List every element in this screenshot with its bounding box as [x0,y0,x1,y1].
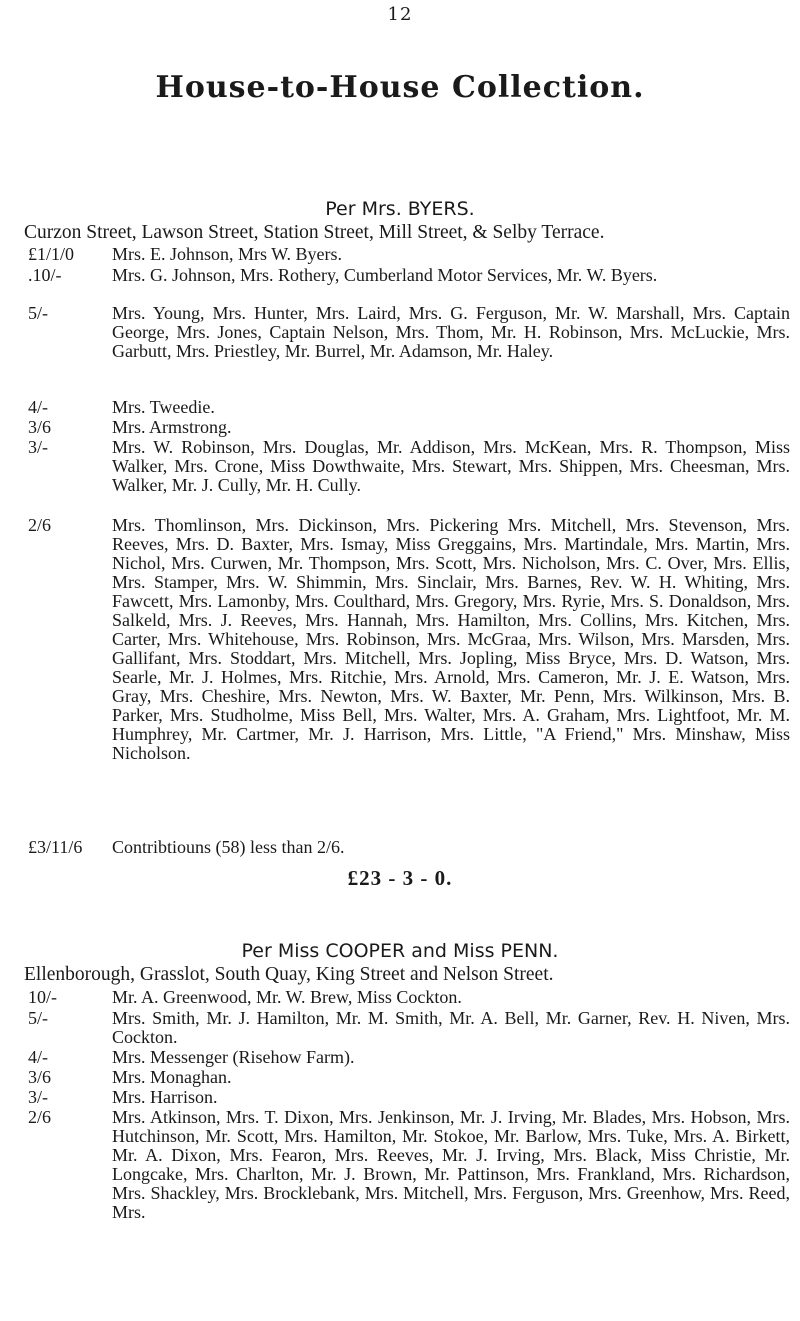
contributor-names: Mrs. E. Johnson, Mrs W. Byers. [112,244,343,264]
amount: 2/6 [28,515,52,535]
amount: 3/6 [28,1067,52,1087]
amount: 3/6 [28,417,52,437]
amount: 10/- [28,987,57,1007]
amount: 5/- [28,303,48,323]
page-title: House-to-House Collection. [155,70,645,105]
section-heading: Per Miss COOPER and Miss PENN. [241,940,559,962]
contributor-names: Mrs. Atkinson, Mrs. T. Dixon, Mrs. Jenkinson, Mr. J. Irving, Mr. Blades, Mrs. Hobson, Mrs. Hutchinson, Mr. Scott, Mrs. Hamilton, Mr. Stokoe, Mr. Barlow, Mrs. Tuke, Mrs. A. Birkett, Mr. A. Dixon, Mrs. Fearon, Mrs. Reeves, Mr. J. Irving, Mrs. Black, Miss Christie, Mr. Longcake, Mrs. Charlton, Mr. J. Brown, Mr. Pattinson, Mrs. Frankland, Mrs. Richardson, Mrs. Shackley, Mrs. Brocklebank, Mrs. Mitchell, Mrs. Ferguson, Mrs. Greenhow, Mrs. Reed, Mrs. [112,1107,790,1222]
streets-line: Curzon Street, Lawson Street, Station Street, Mill Street, & Selby Terrace. [24,222,605,243]
amount: 4/- [28,397,48,417]
amount: 2/6 [28,1107,52,1127]
contributor-names: Mrs. W. Robinson, Mrs. Douglas, Mr. Addison, Mrs. McKean, Mrs. R. Thompson, Miss Walker, Mrs. Crone, Miss Dowthwaite, Mrs. Stewart, Mrs. Shippen, Mrs. Cheesman, Mrs. Walker, Mr. J. Cully, Mr. H. Cully. [112,437,790,495]
contributor-names: Mrs. Thomlinson, Mrs. Dickinson, Mrs. Pickering Mrs. Mitchell, Mrs. Stevenson, Mrs. Reeves, Mrs. D. Baxter, Mrs. Ismay, Miss Greggains, Mrs. Martindale, Mrs. Martin, Mrs. Nichol, Mrs. Curwen, Mr. Thompson, Mrs. Scott, Mrs. Nicholson, Mrs. C. Over, Mrs. Ellis, Mrs. Stamper, Mrs. W. Shimmin, Mrs. Sinclair, Mrs. Barnes, Rev. W. H. Whiting, Mrs. Fawcett, Mrs. Lamonby, Mrs. Coulthard, Mrs. Gregory, Mrs. Ryrie, Mrs. S. Donaldson, Mrs. Salkeld, Mrs. J. Reeves, Mrs. Hannah, Mrs. Hamilton, Mrs. Collins, Mrs. Kitchen, Mrs. Carter, Mrs. Whitehouse, Mrs. Robinson, Mrs. McGraa, Mrs. Wilson, Mrs. Marsden, Mrs. Gallifant, Mrs. Stoddart, Mrs. Mitchell, Mrs. Jopling, Miss Bryce, Mrs. D. Watson, Mrs. Searle, Mr. J. Holmes, Mrs. Ritchie, Mrs. Arnold, Mrs. Cameron, Mr. J. E. Watson, Mrs. Gray, Mrs. Cheshire, Mrs. Newton, Mrs. W. Baxter, Mr. Penn, Mrs. Wilkinson, Mrs. B. Parker, Mrs. Studholme, Miss Bell, Mrs. Walter, Mrs. A. Graham, Mrs. Lightfoot, Mr. M. Humphrey, Mr. Cartmer, Mr. J. Harrison, Mrs. Little, "A Friend," Mrs. Minshaw, Miss Nicholson. [112,515,790,763]
contributor-names: Mrs. Tweedie. [112,397,215,417]
amount: 4/- [28,1047,48,1067]
section-heading: Per Mrs. BYERS. [325,198,475,220]
streets-line: Ellenborough, Grasslot, South Quay, King Street and Nelson Street. [24,964,554,985]
contributor-names: Mrs. Young, Mrs. Hunter, Mrs. Laird, Mrs. G. Ferguson, Mr. W. Marshall, Mrs. Captain George, Mrs. Jones, Captain Nelson, Mrs. Thom, Mr. H. Robinson, Mrs. McLuckie, Mrs. Garbutt, Mrs. Priestley, Mr. Burrel, Mr. Adamson, Mr. Haley. [112,303,790,361]
contributor-names: Mrs. Harrison. [112,1087,218,1107]
amount: £3/11/6 [28,837,83,857]
amount: .10/- [28,265,62,285]
contributor-names: Mr. A. Greenwood, Mr. W. Brew, Miss Cockton. [112,987,462,1007]
contributor-names: Mrs. Monaghan. [112,1067,232,1087]
amount: 3/- [28,1087,48,1107]
contributor-names: Mrs. G. Johnson, Mrs. Rothery, Cumberland Motor Services, Mr. W. Byers. [112,265,658,285]
page-number: 12 [387,4,413,25]
contributor-names: Mrs. Smith, Mr. J. Hamilton, Mr. M. Smith, Mr. A. Bell, Mr. Garner, Rev. H. Niven, Mrs. Cockton. [112,1008,790,1047]
amount: 5/- [28,1008,48,1028]
contributor-names: Contribtiouns (58) less than 2/6. [112,837,345,857]
amount: £1/1/0 [28,244,75,264]
contributor-names: Mrs. Messenger (Risehow Farm). [112,1047,355,1067]
amount: 3/- [28,437,48,457]
section-total: £23 - 3 - 0. [347,866,453,890]
contributor-names: Mrs. Armstrong. [112,417,232,437]
